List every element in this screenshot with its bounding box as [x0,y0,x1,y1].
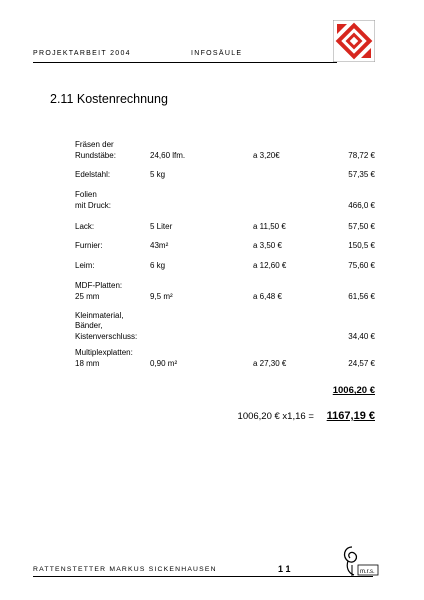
cost-quantity: 9,5 m² [150,291,173,301]
signature-icon [338,543,380,579]
cost-unit-price: a 11,50 € [253,221,286,231]
cost-item: Folien mit Druck: [75,190,111,210]
cost-total: 78,72 € [348,150,375,160]
header-project: PROJEKTARBEIT 2004 [33,50,131,57]
cost-unit-price: a 12,60 € [253,260,287,270]
cost-quantity: 6 kg [150,260,166,270]
cost-total: 34,40 € [348,331,375,341]
grand-total-expression: 1006,20 € x1,16 = [237,411,314,422]
signature-text: m.r.s. [360,569,375,575]
cost-row [75,140,375,161]
cost-row [75,240,375,251]
cost-quantity: 24,60 lfm. [150,150,186,160]
grand-total-line [238,410,375,422]
cost-total: 57,35 € [348,169,375,179]
header-topic: INFOSÄULE [191,50,243,57]
cost-item: Edelstahl: [75,169,111,179]
cost-quantity: 5 Liter [150,221,173,231]
cost-total: 150,5 € [348,240,375,250]
page-footer [33,566,373,577]
cost-total: 61,56 € [348,291,375,301]
cost-item: Fräsen der Rundstäbe: [75,140,116,160]
logo-icon [333,20,375,62]
cost-unit-price: a 3,20€ [253,150,280,160]
page-number: 11 [278,564,294,574]
cost-item: Kleinmaterial, Bänder, Kistenverschluss: [75,310,138,341]
page-header [33,50,337,63]
cost-item: MDF-Platten: 25 mm [75,281,123,301]
cost-quantity: 0,90 m² [150,358,178,368]
cost-unit-price: a 3,50 € [253,240,282,250]
cost-unit-price: a 27,30 € [253,358,287,368]
cost-total: 75,60 € [348,260,375,270]
cost-total: 466,0 € [348,200,375,210]
cost-total: 24,57 € [348,358,375,368]
grand-total-value: 1167,19 € [326,410,375,422]
cost-row [75,260,375,271]
section-title: 2.11 Kostenrechnung [50,92,168,106]
cost-item: Multiplexplatten: 18 mm [75,348,133,368]
cost-row [75,190,375,211]
subtotal-value: 1006,20 € [332,385,375,396]
cost-row [75,311,375,342]
cost-item: Lack: [75,221,95,231]
cost-total: 57,50 € [348,221,375,231]
cost-quantity: 5 kg [150,169,166,179]
cost-item: Furnier: [75,240,103,250]
cost-row [75,169,375,180]
footer-author: RATTENSTETTER MARKUS SICKENHAUSEN [33,566,217,573]
cost-row [75,221,375,232]
cost-quantity: 43m² [150,240,169,250]
cost-row [75,348,375,369]
cost-unit-price: a 6,48 € [253,291,282,301]
cost-row [75,281,375,302]
cost-item: Leim: [75,260,95,270]
